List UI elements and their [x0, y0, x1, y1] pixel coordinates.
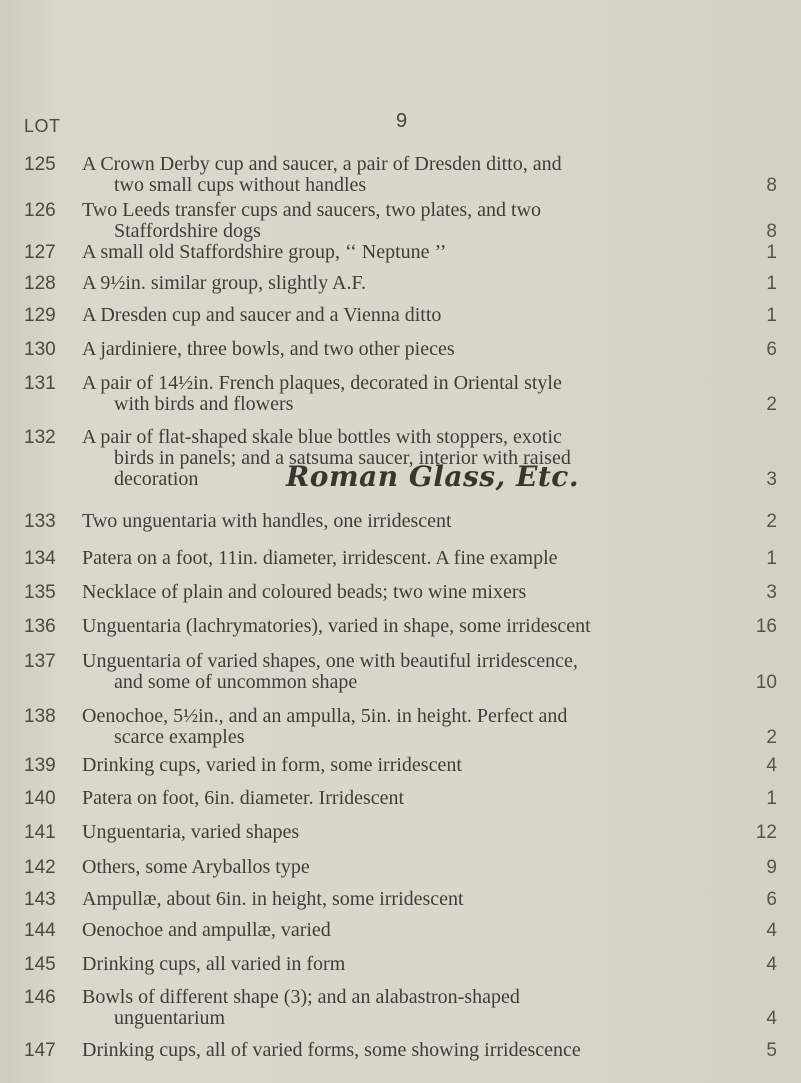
description-line: Two Leeds transfer cups and saucers, two plates, and two [82, 199, 542, 221]
lot-quantity: 1 [766, 548, 777, 569]
lot-quantity: 3 [766, 469, 777, 490]
lot-number: 143 [24, 889, 56, 910]
lot-quantity: 10 [755, 672, 777, 693]
lot-quantity: 4 [766, 755, 777, 776]
lot-description [82, 373, 702, 415]
lot-quantity: 2 [766, 394, 777, 415]
lot-number: 125 [24, 154, 56, 175]
lot-quantity: 16 [755, 616, 777, 637]
description-line: Two unguentaria with handles, one irridescent [82, 510, 452, 532]
lot-description [82, 788, 702, 809]
description-line: Bowls of different shape (3); and an alabastron-shaped [82, 986, 520, 1008]
description-line: two small cups without handles [114, 174, 367, 196]
description-line: A 9½in. similar group, slightly A.F. [82, 272, 366, 294]
lot-quantity: 2 [766, 727, 777, 748]
lot-description [82, 305, 702, 326]
lot-description [82, 822, 702, 843]
lot-number: 146 [24, 987, 56, 1008]
lot-description [82, 755, 702, 776]
lot-quantity: 1 [766, 788, 777, 809]
lot-quantity: 5 [766, 1040, 777, 1061]
lot-description [82, 987, 702, 1029]
lot-description [82, 548, 702, 569]
lot-number: 137 [24, 651, 56, 672]
lot-description [82, 511, 702, 532]
lot-description [82, 651, 702, 693]
lot-description [82, 273, 702, 294]
lot-quantity: 12 [755, 822, 777, 843]
description-line: Oenochoe, 5½in., and an ampulla, 5in. in height. Perfect and [82, 705, 568, 727]
lot-number: 130 [24, 339, 56, 360]
description-line: Oenochoe and ampullæ, varied [82, 919, 331, 941]
description-line: Drinking cups, all of varied forms, some showing irridescence [82, 1039, 581, 1061]
lot-number: 142 [24, 857, 56, 878]
lot-number: 144 [24, 920, 56, 941]
lot-description [82, 1040, 702, 1061]
lot-description [82, 154, 702, 196]
lot-number: 128 [24, 273, 56, 294]
lot-number: 127 [24, 242, 56, 263]
lot-number: 132 [24, 427, 56, 448]
lot-number: 140 [24, 788, 56, 809]
description-line: Staffordshire dogs [114, 220, 261, 242]
lot-number: 126 [24, 200, 56, 221]
lot-quantity: 4 [766, 1008, 777, 1029]
lot-quantity: 1 [766, 273, 777, 294]
description-line: Unguentaria, varied shapes [82, 821, 300, 843]
description-line: with birds and flowers [114, 393, 294, 415]
lot-quantity: 8 [766, 175, 777, 196]
description-line: Ampullæ, about 6in. in height, some irridescent [82, 888, 464, 910]
lot-number: 147 [24, 1040, 56, 1061]
description-line: Necklace of plain and coloured beads; two wine mixers [82, 581, 527, 603]
lot-quantity: 3 [766, 582, 777, 603]
description-line: A Dresden cup and saucer and a Vienna ditto [82, 304, 442, 326]
lot-number: 135 [24, 582, 56, 603]
lot-number: 133 [24, 511, 56, 532]
lot-description [82, 242, 702, 263]
description-line: birds in panels; and a satsuma saucer, interior with raised [114, 447, 571, 469]
description-line: A small old Staffordshire group, ‘‘ Neptune ’’ [82, 241, 447, 263]
lot-quantity: 6 [766, 889, 777, 910]
description-line: Others, some Aryballos type [82, 856, 310, 878]
lot-number: 131 [24, 373, 56, 394]
description-line: Patera on a foot, 11in. diameter, irridescent. A fine example [82, 547, 558, 569]
lot-description [82, 889, 702, 910]
lot-column-header: LOT [24, 116, 61, 136]
description-line: unguentarium [114, 1007, 226, 1029]
description-line: and some of uncommon shape [114, 671, 358, 693]
lot-number: 136 [24, 616, 56, 637]
lot-description [82, 920, 702, 941]
page-number: 9 [396, 110, 408, 132]
description-line: scarce examples [114, 726, 245, 748]
lot-description [82, 582, 702, 603]
lot-description [82, 616, 702, 637]
lot-description [82, 200, 702, 242]
description-line: decoration [114, 468, 199, 490]
description-line: A pair of 14½in. French plaques, decorated in Oriental style [82, 372, 562, 394]
lot-quantity: 4 [766, 920, 777, 941]
lot-quantity: 8 [766, 221, 777, 242]
lot-quantity: 1 [766, 242, 777, 263]
lot-quantity: 2 [766, 511, 777, 532]
lot-number: 134 [24, 548, 56, 569]
description-line: A Crown Derby cup and saucer, a pair of Dresden ditto, and [82, 153, 562, 175]
lot-quantity: 6 [766, 339, 777, 360]
lot-number: 141 [24, 822, 56, 843]
lot-number: 129 [24, 305, 56, 326]
lot-quantity: 4 [766, 954, 777, 975]
lot-description [82, 706, 702, 748]
description-line: Drinking cups, all varied in form [82, 953, 346, 975]
description-line: A jardiniere, three bowls, and two other pieces [82, 338, 455, 360]
description-line: Patera on foot, 6in. diameter. Irridescent [82, 787, 405, 809]
lot-quantity: 1 [766, 305, 777, 326]
description-line: Unguentaria of varied shapes, one with beautiful irridescence, [82, 650, 578, 672]
description-line: A pair of flat-shaped skale blue bottles with stoppers, exotic [82, 426, 562, 448]
description-line: Unguentaria (lachrymatories), varied in shape, some irridescent [82, 615, 591, 637]
section-heading: Roman Glass, Etc. [286, 460, 580, 493]
description-line: Drinking cups, varied in form, some irridescent [82, 754, 462, 776]
lot-description [82, 857, 702, 878]
lot-description [82, 954, 702, 975]
lot-number: 145 [24, 954, 56, 975]
lot-number: 138 [24, 706, 56, 727]
lot-quantity: 9 [766, 857, 777, 878]
lot-number: 139 [24, 755, 56, 776]
lot-description [82, 339, 702, 360]
